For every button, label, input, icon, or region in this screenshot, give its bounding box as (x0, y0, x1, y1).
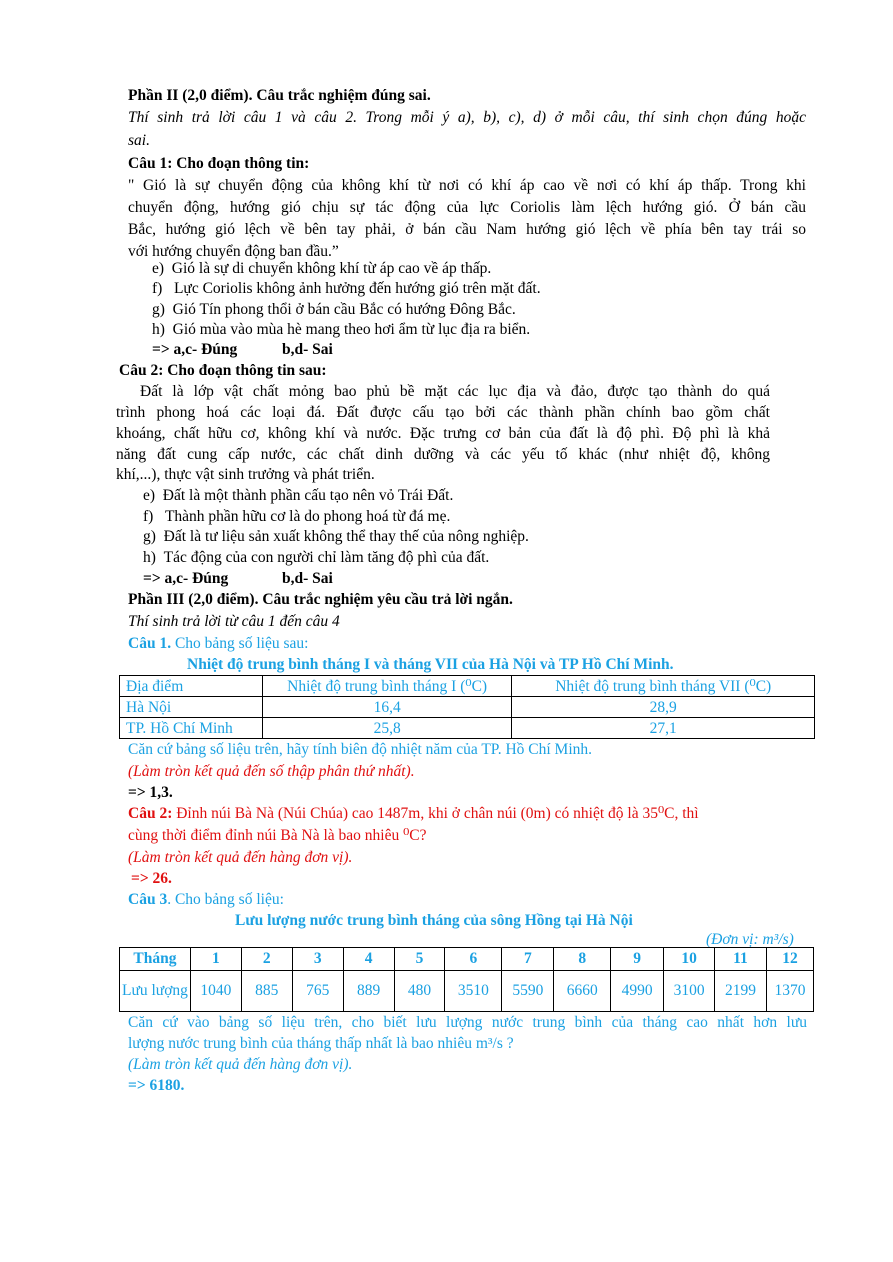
part2-q1-passage-line4: với hướng chuyển động ban đầu.” (128, 243, 339, 260)
part3-q3-note: (Làm tròn kết quả đến hàng đơn vị). (128, 1056, 353, 1073)
header-month: Tháng (120, 948, 191, 971)
table-row (120, 971, 814, 1012)
part2-q2-passage-line5: khí,...), thực vật sinh trưởng và phát triển. (116, 466, 375, 483)
part3-q1-answer: => 1,3. (128, 784, 173, 801)
cell-value: 4990 (611, 971, 664, 1012)
part2-q2-option-e: e) Đất là một thành phần cấu tạo nên vỏ Trái Đất. (143, 487, 454, 504)
part2-q2-passage-line4: năng đất cung cấp nước, các chất dinh dưỡng và các yếu tố khác (như nhiệt độ, không (116, 446, 770, 463)
part2-instruction-line2: sai. (128, 132, 150, 149)
part3-q3-prompt: Câu 3. Cho bảng số liệu: (128, 891, 284, 908)
cell-value: 27,1 (512, 718, 815, 739)
river-flow-table (119, 947, 814, 1012)
part3-q1-table-title: Nhiệt độ trung bình tháng I và tháng VII của Hà Nội và TP Hồ Chí Minh. (187, 656, 674, 673)
cell-value: 765 (292, 971, 343, 1012)
part3-q3-question-line2: lượng nước trung bình của tháng thấp nhất là bao nhiêu m³/s ? (128, 1035, 514, 1052)
part3-instruction: Thí sinh trả lời từ câu 1 đến câu 4 (128, 613, 340, 630)
cell-value: 5590 (502, 971, 554, 1012)
table-row (120, 718, 815, 739)
cell-value: 480 (394, 971, 445, 1012)
part3-q3-unit: (Đơn vị: m³/s) (706, 931, 794, 948)
header-month-11: 11 (715, 948, 767, 971)
part2-q1-answer-true: => a,c- Đúng (152, 341, 238, 358)
cell-location: Hà Nội (120, 697, 263, 718)
part2-q1-option-f: f) Lực Coriolis không ảnh hưởng đến hướng gió trên mặt đất. (152, 280, 541, 297)
part2-q1-passage-line1: " Gió là sự chuyển động của không khí từ nơi có khí áp cao về nơi có khí áp thấp. Trong khi (128, 177, 806, 194)
part2-q1-passage-line2: chuyển động, hướng gió chịu sự tác động của lực Coriolis làm lệch hướng gió. Ở bán cầu (128, 199, 806, 216)
header-month-3: 3 (292, 948, 343, 971)
part2-q2-answer-false: b,d- Sai (282, 570, 333, 587)
part2-q2-passage-line2: trình phong hoá các loại đá. Đất được cấu tạo bởi các thành phần chính bao gồm chất (116, 404, 770, 421)
cell-value: 3100 (664, 971, 715, 1012)
part2-q2-passage-line1: Đất là lớp vật chất mỏng bao phủ bề mặt các lục địa và đảo, được tạo thành do quá (140, 383, 770, 400)
cell-value: 16,4 (262, 697, 512, 718)
header-month-12: 12 (766, 948, 813, 971)
header-month-7: 7 (502, 948, 554, 971)
part2-q2-answer-true: => a,c- Đúng (143, 570, 229, 587)
part2-instruction-line1: Thí sinh trả lời câu 1 và câu 2. Trong mỗi ý a), b), c), d) ở mỗi câu, thí sinh chọn đúng hoặc (128, 109, 806, 126)
header-month-1: 1 (190, 948, 241, 971)
cell-value: 1370 (766, 971, 813, 1012)
part2-q1-passage-line3: Bắc, hướng gió lệch về bên tay phải, ở bán cầu Nam hướng gió lệch về phía bên tay trái so (128, 221, 806, 238)
part3-q2-prompt-line2: cùng thời điểm đỉnh núi Bà Nà là bao nhiêu ⁰C? (128, 827, 427, 844)
header-month-8: 8 (554, 948, 611, 971)
part3-q1-prompt: Câu 1. Cho bảng số liệu sau: (128, 635, 309, 652)
part3-q2-answer: => 26. (131, 870, 172, 887)
part3-q3-answer: => 6180. (128, 1077, 185, 1094)
part2-q1-option-e: e) Gió là sự di chuyển không khí từ áp cao về áp thấp. (152, 260, 492, 277)
part3-title: Phần III (2,0 điểm). Câu trắc nghiệm yêu cầu trả lời ngắn. (128, 591, 513, 608)
cell-location: TP. Hồ Chí Minh (120, 718, 263, 739)
cell-value: 6660 (554, 971, 611, 1012)
cell-value: 3510 (445, 971, 502, 1012)
header-month-5: 5 (394, 948, 445, 971)
part2-q1-answer-false: b,d- Sai (282, 341, 333, 358)
part3-q2-note: (Làm tròn kết quả đến hàng đơn vị). (128, 849, 353, 866)
row-label-flow: Lưu lượng (120, 971, 191, 1012)
part2-q2-heading: Câu 2: Cho đoạn thông tin sau: (119, 362, 327, 379)
part2-q2-option-f: f) Thành phần hữu cơ là do phong hoá từ đá mẹ. (143, 508, 451, 525)
header-month-6: 6 (445, 948, 502, 971)
part2-q2-passage-line3: khoáng, chất hữu cơ, không khí và nước. Đặc trưng cơ bản của đất là độ phì. Độ phì là khả (116, 425, 770, 442)
part2-q2-option-h: h) Tác động của con người chỉ làm tăng độ phì của đất. (143, 549, 490, 566)
table-row (120, 697, 815, 718)
part2-q1-option-g: g) Gió Tín phong thổi ở bán cầu Bắc có hướng Đông Bắc. (152, 301, 516, 318)
header-jul-temp: Nhiệt độ trung bình tháng VII (⁰C) (512, 676, 815, 697)
cell-value: 889 (343, 971, 394, 1012)
table-header-row (120, 676, 815, 697)
table-header-row (120, 948, 814, 971)
part2-q1-option-h: h) Gió mùa vào mùa hè mang theo hơi ẩm từ lục địa ra biển. (152, 321, 531, 338)
part3-q3-table-title: Lưu lượng nước trung bình tháng của sông Hồng tại Hà Nội (235, 912, 633, 929)
cell-value: 25,8 (262, 718, 512, 739)
part3-q1-question: Căn cứ bảng số liệu trên, hãy tính biên độ nhiệt năm của TP. Hồ Chí Minh. (128, 741, 593, 758)
part3-q1-note: (Làm tròn kết quả đến số thập phân thứ nhất). (128, 763, 415, 780)
header-month-9: 9 (611, 948, 664, 971)
part3-q3-question-line1: Căn cứ vào bảng số liệu trên, cho biết lưu lượng nước trung bình của tháng cao nhất hơn lưu (128, 1014, 807, 1031)
header-jan-temp: Nhiệt độ trung bình tháng I (⁰C) (262, 676, 512, 697)
cell-value: 28,9 (512, 697, 815, 718)
cell-value: 1040 (190, 971, 241, 1012)
header-month-10: 10 (664, 948, 715, 971)
cell-value: 2199 (715, 971, 767, 1012)
cell-value: 885 (241, 971, 292, 1012)
part2-title: Phần II (2,0 điểm). Câu trắc nghiệm đúng sai. (128, 87, 431, 104)
header-location: Địa điểm (120, 676, 263, 697)
temperature-table (119, 675, 815, 739)
header-month-4: 4 (343, 948, 394, 971)
part2-q2-option-g: g) Đất là tư liệu sản xuất không thể thay thế của nông nghiệp. (143, 528, 529, 545)
part2-q1-heading: Câu 1: Cho đoạn thông tin: (128, 155, 310, 172)
header-month-2: 2 (241, 948, 292, 971)
part3-q2-prompt-line1: Câu 2: Đỉnh núi Bà Nà (Núi Chúa) cao 1487m, khi ở chân núi (0m) có nhiệt độ là 35⁰C, thì (128, 805, 699, 822)
